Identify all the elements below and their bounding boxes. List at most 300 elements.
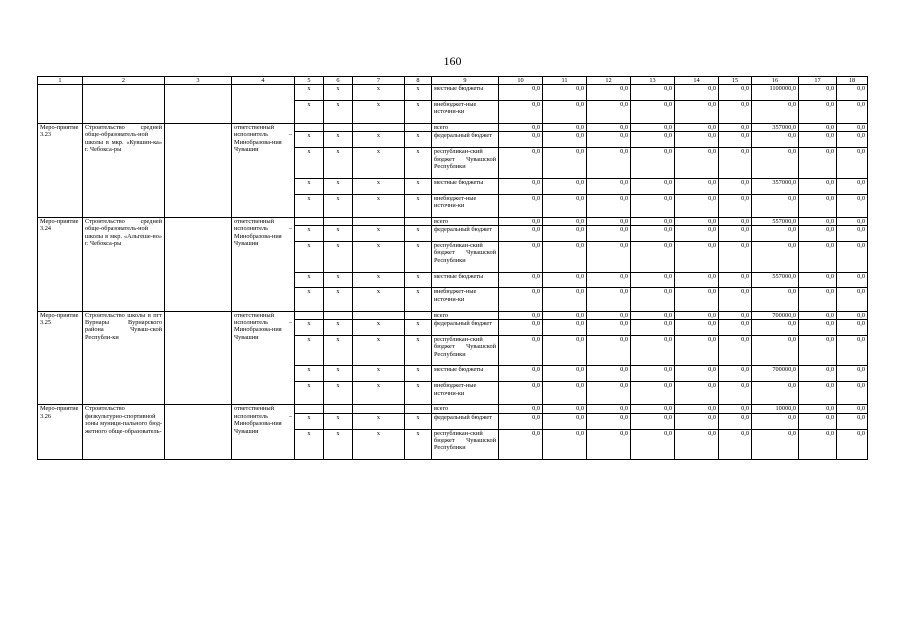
value-cell: 0,0 bbox=[631, 85, 675, 101]
value-cell: 0,0 bbox=[675, 429, 719, 460]
value-cell: 0,0 bbox=[587, 319, 631, 335]
value-cell: 0,0 bbox=[799, 319, 837, 335]
code-cell: x bbox=[353, 178, 405, 194]
code-cell: x bbox=[405, 319, 432, 335]
empty-cell bbox=[165, 405, 232, 460]
value-cell: 0,0 bbox=[543, 85, 587, 101]
column-number: 10 bbox=[499, 77, 543, 85]
page-number: 160 bbox=[443, 54, 462, 68]
column-number: 6 bbox=[324, 77, 353, 85]
value-cell: 0,0 bbox=[837, 335, 868, 366]
measure-name: Строительство школы в пгт Вурнары Вурнарского района Чуваш-ской Республи-ки bbox=[83, 311, 165, 405]
value-cell: 0,0 bbox=[719, 413, 752, 429]
code-cell bbox=[324, 217, 353, 225]
value-cell: 0,0 bbox=[837, 413, 868, 429]
value-cell: 0,0 bbox=[543, 319, 587, 335]
value-cell: 0,0 bbox=[543, 429, 587, 460]
value-cell: 0,0 bbox=[752, 335, 799, 366]
column-number: 1 bbox=[38, 77, 83, 85]
code-cell: x bbox=[324, 226, 353, 242]
value-cell: 0,0 bbox=[837, 226, 868, 242]
empty-cell bbox=[165, 123, 232, 217]
value-cell: 0,0 bbox=[752, 382, 799, 405]
funding-source: всего bbox=[432, 123, 499, 131]
table-row bbox=[38, 217, 868, 225]
value-cell: 0,0 bbox=[631, 241, 675, 272]
value-cell: 0,0 bbox=[799, 241, 837, 272]
value-cell: 0,0 bbox=[587, 178, 631, 194]
measure-name: Строительство физкультурно-спортивной зоны муници-пального бюд-жетного обще-образователь- bbox=[83, 405, 165, 460]
value-cell: 0,0 bbox=[837, 319, 868, 335]
code-cell: x bbox=[324, 241, 353, 272]
value-cell: 0,0 bbox=[543, 148, 587, 179]
code-cell: x bbox=[295, 382, 324, 405]
value-cell: 0,0 bbox=[499, 288, 543, 311]
value-cell: 0,0 bbox=[837, 217, 868, 225]
value-cell: 0,0 bbox=[837, 132, 868, 148]
code-cell: x bbox=[353, 132, 405, 148]
column-number: 18 bbox=[837, 77, 868, 85]
value-cell: 0,0 bbox=[631, 335, 675, 366]
code-cell: x bbox=[405, 288, 432, 311]
value-cell: 0,0 bbox=[631, 217, 675, 225]
value-cell: 0,0 bbox=[837, 288, 868, 311]
value-cell: 0,0 bbox=[752, 429, 799, 460]
value-cell: 700000,0 bbox=[752, 366, 799, 382]
value-cell: 0,0 bbox=[631, 405, 675, 413]
code-cell: x bbox=[324, 100, 353, 123]
value-cell: 0,0 bbox=[752, 148, 799, 179]
code-cell: x bbox=[324, 272, 353, 288]
code-cell: x bbox=[405, 335, 432, 366]
value-cell: 0,0 bbox=[587, 311, 631, 319]
value-cell: 0,0 bbox=[752, 194, 799, 217]
column-number: 15 bbox=[719, 77, 752, 85]
value-cell: 0,0 bbox=[799, 123, 837, 131]
code-cell: x bbox=[324, 178, 353, 194]
value-cell: 0,0 bbox=[799, 311, 837, 319]
value-cell: 0,0 bbox=[799, 429, 837, 460]
value-cell: 0,0 bbox=[719, 132, 752, 148]
value-cell: 0,0 bbox=[837, 382, 868, 405]
funding-source: всего bbox=[432, 217, 499, 225]
value-cell: 10000,0 bbox=[752, 405, 799, 413]
value-cell: 0,0 bbox=[499, 85, 543, 101]
code-cell: x bbox=[295, 319, 324, 335]
code-cell: x bbox=[405, 272, 432, 288]
value-cell: 0,0 bbox=[752, 413, 799, 429]
value-cell: 0,0 bbox=[675, 85, 719, 101]
column-number: 16 bbox=[752, 77, 799, 85]
value-cell: 0,0 bbox=[499, 366, 543, 382]
value-cell: 0,0 bbox=[631, 148, 675, 179]
code-cell: x bbox=[295, 241, 324, 272]
value-cell: 0,0 bbox=[587, 413, 631, 429]
header-row bbox=[38, 77, 868, 85]
table-row bbox=[38, 123, 868, 131]
value-cell: 0,0 bbox=[499, 241, 543, 272]
value-cell: 0,0 bbox=[799, 382, 837, 405]
value-cell: 0,0 bbox=[675, 241, 719, 272]
value-cell: 0,0 bbox=[719, 319, 752, 335]
value-cell: 0,0 bbox=[631, 413, 675, 429]
value-cell: 0,0 bbox=[837, 100, 868, 123]
value-cell: 0,0 bbox=[799, 132, 837, 148]
value-cell: 0,0 bbox=[719, 85, 752, 101]
value-cell: 0,0 bbox=[799, 85, 837, 101]
empty-cell bbox=[165, 217, 232, 311]
value-cell: 0,0 bbox=[631, 272, 675, 288]
value-cell: 0,0 bbox=[837, 123, 868, 131]
code-cell bbox=[324, 311, 353, 319]
value-cell: 0,0 bbox=[587, 335, 631, 366]
value-cell: 0,0 bbox=[752, 132, 799, 148]
value-cell: 0,0 bbox=[675, 100, 719, 123]
value-cell: 0,0 bbox=[499, 382, 543, 405]
value-cell: 0,0 bbox=[631, 429, 675, 460]
value-cell: 0,0 bbox=[719, 366, 752, 382]
measure-id: Меро-приятие 3.26 bbox=[38, 405, 83, 460]
code-cell: x bbox=[405, 241, 432, 272]
value-cell: 0,0 bbox=[837, 241, 868, 272]
column-number: 14 bbox=[675, 77, 719, 85]
value-cell: 0,0 bbox=[752, 241, 799, 272]
value-cell: 0,0 bbox=[837, 272, 868, 288]
measure-id: Меро-приятие 3.24 bbox=[38, 217, 83, 311]
funding-source: внебюджет-ные источни-ки bbox=[432, 288, 499, 311]
value-cell: 0,0 bbox=[543, 194, 587, 217]
value-cell: 0,0 bbox=[719, 100, 752, 123]
value-cell: 0,0 bbox=[675, 178, 719, 194]
code-cell: x bbox=[405, 413, 432, 429]
value-cell: 0,0 bbox=[543, 123, 587, 131]
value-cell: 0,0 bbox=[587, 217, 631, 225]
budget-table bbox=[37, 76, 868, 460]
column-number: 11 bbox=[543, 77, 587, 85]
table-row bbox=[38, 85, 868, 101]
value-cell: 0,0 bbox=[675, 366, 719, 382]
value-cell: 0,0 bbox=[799, 366, 837, 382]
measure-name: Строительство средней обще-образователь-ной школы в мкр. «Альгеше-во» г. Чебокса-ры bbox=[83, 217, 165, 311]
code-cell bbox=[324, 123, 353, 131]
value-cell: 0,0 bbox=[543, 241, 587, 272]
value-cell: 700000,0 bbox=[752, 311, 799, 319]
code-cell: x bbox=[353, 241, 405, 272]
value-cell: 0,0 bbox=[587, 429, 631, 460]
code-cell: x bbox=[324, 335, 353, 366]
value-cell: 0,0 bbox=[719, 429, 752, 460]
value-cell: 0,0 bbox=[799, 288, 837, 311]
value-cell: 0,0 bbox=[719, 288, 752, 311]
value-cell: 0,0 bbox=[719, 311, 752, 319]
value-cell: 0,0 bbox=[719, 382, 752, 405]
table-row bbox=[38, 405, 868, 413]
value-cell: 0,0 bbox=[675, 217, 719, 225]
value-cell: 0,0 bbox=[587, 148, 631, 179]
value-cell: 0,0 bbox=[499, 123, 543, 131]
column-number: 12 bbox=[587, 77, 631, 85]
value-cell: 0,0 bbox=[587, 226, 631, 242]
value-cell: 0,0 bbox=[675, 272, 719, 288]
value-cell: 0,0 bbox=[719, 123, 752, 131]
value-cell: 0,0 bbox=[837, 366, 868, 382]
code-cell: x bbox=[405, 366, 432, 382]
funding-source: всего bbox=[432, 405, 499, 413]
measure-executor: ответственный исполнитель – Минобразова-ния Чувашии bbox=[232, 405, 295, 460]
funding-source: республикан-ский бюджет Чувашской Республики bbox=[432, 335, 499, 366]
code-cell: x bbox=[405, 178, 432, 194]
code-cell: x bbox=[295, 100, 324, 123]
value-cell: 0,0 bbox=[587, 405, 631, 413]
code-cell bbox=[295, 217, 324, 225]
funding-source: республикан-ский бюджет Чувашской Республики bbox=[432, 148, 499, 179]
code-cell bbox=[405, 123, 432, 131]
code-cell: x bbox=[353, 366, 405, 382]
empty-cell bbox=[83, 85, 165, 124]
column-number: 7 bbox=[353, 77, 405, 85]
value-cell: 0,0 bbox=[799, 178, 837, 194]
code-cell: x bbox=[353, 319, 405, 335]
value-cell: 0,0 bbox=[543, 132, 587, 148]
value-cell: 0,0 bbox=[719, 194, 752, 217]
column-number: 13 bbox=[631, 77, 675, 85]
value-cell: 0,0 bbox=[499, 405, 543, 413]
code-cell: x bbox=[324, 148, 353, 179]
value-cell: 0,0 bbox=[587, 132, 631, 148]
value-cell: 0,0 bbox=[499, 178, 543, 194]
value-cell: 0,0 bbox=[543, 226, 587, 242]
value-cell: 0,0 bbox=[752, 100, 799, 123]
code-cell bbox=[353, 217, 405, 225]
value-cell: 0,0 bbox=[631, 226, 675, 242]
code-cell: x bbox=[295, 148, 324, 179]
value-cell: 0,0 bbox=[499, 335, 543, 366]
empty-cell bbox=[165, 311, 232, 405]
value-cell: 0,0 bbox=[837, 429, 868, 460]
value-cell: 0,0 bbox=[631, 366, 675, 382]
code-cell: x bbox=[295, 272, 324, 288]
value-cell: 0,0 bbox=[719, 178, 752, 194]
code-cell bbox=[353, 311, 405, 319]
value-cell: 0,0 bbox=[543, 405, 587, 413]
measure-executor: ответственный исполнитель – Минобразова-ния Чувашии bbox=[232, 217, 295, 311]
code-cell: x bbox=[353, 335, 405, 366]
measure-executor: ответственный исполнитель – Минобразова-ния Чувашии bbox=[232, 123, 295, 217]
value-cell: 0,0 bbox=[719, 226, 752, 242]
code-cell: x bbox=[324, 366, 353, 382]
value-cell: 0,0 bbox=[675, 148, 719, 179]
code-cell: x bbox=[324, 288, 353, 311]
value-cell: 0,0 bbox=[675, 382, 719, 405]
value-cell: 0,0 bbox=[543, 413, 587, 429]
value-cell: 0,0 bbox=[799, 100, 837, 123]
code-cell bbox=[353, 405, 405, 413]
value-cell: 0,0 bbox=[837, 148, 868, 179]
value-cell: 0,0 bbox=[499, 217, 543, 225]
value-cell: 0,0 bbox=[543, 272, 587, 288]
code-cell: x bbox=[295, 288, 324, 311]
code-cell: x bbox=[353, 272, 405, 288]
funding-source: местные бюджеты bbox=[432, 178, 499, 194]
value-cell: 557000,0 bbox=[752, 217, 799, 225]
code-cell: x bbox=[353, 100, 405, 123]
value-cell: 0,0 bbox=[587, 382, 631, 405]
value-cell: 0,0 bbox=[799, 335, 837, 366]
value-cell: 0,0 bbox=[675, 288, 719, 311]
column-number: 9 bbox=[432, 77, 499, 85]
value-cell: 0,0 bbox=[837, 85, 868, 101]
value-cell: 0,0 bbox=[799, 413, 837, 429]
value-cell: 0,0 bbox=[675, 413, 719, 429]
value-cell: 0,0 bbox=[499, 132, 543, 148]
value-cell: 0,0 bbox=[631, 100, 675, 123]
column-number: 5 bbox=[295, 77, 324, 85]
funding-source: местные бюджеты bbox=[432, 85, 499, 101]
code-cell: x bbox=[353, 429, 405, 460]
value-cell: 0,0 bbox=[499, 319, 543, 335]
column-number: 17 bbox=[799, 77, 837, 85]
measure-executor: ответственный исполнитель – Минобразова-ния Чувашии bbox=[232, 311, 295, 405]
funding-source: федеральный бюджет bbox=[432, 319, 499, 335]
code-cell bbox=[353, 123, 405, 131]
value-cell: 0,0 bbox=[543, 382, 587, 405]
value-cell: 0,0 bbox=[499, 226, 543, 242]
value-cell: 0,0 bbox=[499, 148, 543, 179]
value-cell: 0,0 bbox=[499, 194, 543, 217]
value-cell: 0,0 bbox=[675, 123, 719, 131]
value-cell: 0,0 bbox=[719, 405, 752, 413]
value-cell: 0,0 bbox=[719, 217, 752, 225]
table-body bbox=[38, 77, 868, 460]
value-cell: 0,0 bbox=[799, 226, 837, 242]
value-cell: 0,0 bbox=[799, 148, 837, 179]
funding-source: федеральный бюджет bbox=[432, 226, 499, 242]
code-cell: x bbox=[295, 85, 324, 101]
value-cell: 0,0 bbox=[587, 123, 631, 131]
value-cell: 0,0 bbox=[837, 405, 868, 413]
column-number: 4 bbox=[232, 77, 295, 85]
value-cell: 0,0 bbox=[543, 311, 587, 319]
empty-cell bbox=[165, 85, 232, 124]
value-cell: 1100000,0 bbox=[752, 85, 799, 101]
value-cell: 0,0 bbox=[587, 194, 631, 217]
funding-source: федеральный бюджет bbox=[432, 132, 499, 148]
code-cell: x bbox=[405, 148, 432, 179]
value-cell: 0,0 bbox=[631, 311, 675, 319]
code-cell: x bbox=[324, 413, 353, 429]
empty-cell bbox=[232, 85, 295, 124]
value-cell: 557000,0 bbox=[752, 272, 799, 288]
column-number: 2 bbox=[83, 77, 165, 85]
value-cell: 0,0 bbox=[719, 148, 752, 179]
value-cell: 0,0 bbox=[631, 178, 675, 194]
column-number: 3 bbox=[165, 77, 232, 85]
measure-id: Меро-приятие 3.25 bbox=[38, 311, 83, 405]
value-cell: 0,0 bbox=[799, 272, 837, 288]
funding-source: местные бюджеты bbox=[432, 366, 499, 382]
code-cell bbox=[405, 311, 432, 319]
value-cell: 0,0 bbox=[719, 272, 752, 288]
code-cell: x bbox=[295, 194, 324, 217]
value-cell: 0,0 bbox=[587, 288, 631, 311]
value-cell: 0,0 bbox=[499, 100, 543, 123]
code-cell: x bbox=[295, 335, 324, 366]
value-cell: 0,0 bbox=[719, 241, 752, 272]
value-cell: 0,0 bbox=[587, 366, 631, 382]
code-cell bbox=[295, 123, 324, 131]
value-cell: 0,0 bbox=[499, 272, 543, 288]
value-cell: 0,0 bbox=[543, 178, 587, 194]
value-cell: 0,0 bbox=[543, 335, 587, 366]
code-cell: x bbox=[324, 429, 353, 460]
value-cell: 0,0 bbox=[587, 272, 631, 288]
code-cell: x bbox=[295, 429, 324, 460]
funding-source: всего bbox=[432, 311, 499, 319]
value-cell: 0,0 bbox=[631, 194, 675, 217]
value-cell: 0,0 bbox=[543, 217, 587, 225]
value-cell: 0,0 bbox=[631, 319, 675, 335]
value-cell: 0,0 bbox=[587, 241, 631, 272]
value-cell: 0,0 bbox=[719, 335, 752, 366]
code-cell: x bbox=[405, 429, 432, 460]
value-cell: 0,0 bbox=[752, 319, 799, 335]
funding-source: местные бюджеты bbox=[432, 272, 499, 288]
value-cell: 0,0 bbox=[675, 132, 719, 148]
value-cell: 0,0 bbox=[631, 288, 675, 311]
value-cell: 0,0 bbox=[499, 311, 543, 319]
funding-source: республикан-ский бюджет Чувашской Республики bbox=[432, 241, 499, 272]
code-cell: x bbox=[324, 194, 353, 217]
value-cell: 0,0 bbox=[752, 226, 799, 242]
value-cell: 0,0 bbox=[631, 382, 675, 405]
code-cell: x bbox=[405, 132, 432, 148]
value-cell: 0,0 bbox=[799, 405, 837, 413]
value-cell: 0,0 bbox=[675, 335, 719, 366]
value-cell: 0,0 bbox=[499, 429, 543, 460]
value-cell: 0,0 bbox=[799, 194, 837, 217]
table-row bbox=[38, 311, 868, 319]
code-cell: x bbox=[353, 382, 405, 405]
value-cell: 357000,0 bbox=[752, 123, 799, 131]
value-cell: 0,0 bbox=[675, 405, 719, 413]
value-cell: 0,0 bbox=[837, 311, 868, 319]
value-cell: 0,0 bbox=[543, 288, 587, 311]
funding-source: внебюджет-ные источни-ки bbox=[432, 382, 499, 405]
value-cell: 0,0 bbox=[543, 366, 587, 382]
value-cell: 0,0 bbox=[543, 100, 587, 123]
value-cell: 0,0 bbox=[675, 226, 719, 242]
column-number: 8 bbox=[405, 77, 432, 85]
funding-source: федеральный бюджет bbox=[432, 413, 499, 429]
code-cell: x bbox=[324, 382, 353, 405]
code-cell: x bbox=[405, 194, 432, 217]
measure-name: Строительство средней обще-образователь-ной школы в мкр. «Кувшин-ка» г. Чебокса-ры bbox=[83, 123, 165, 217]
value-cell: 357000,0 bbox=[752, 178, 799, 194]
value-cell: 0,0 bbox=[675, 194, 719, 217]
code-cell: x bbox=[324, 132, 353, 148]
value-cell: 0,0 bbox=[631, 123, 675, 131]
code-cell: x bbox=[353, 226, 405, 242]
value-cell: 0,0 bbox=[587, 100, 631, 123]
code-cell: x bbox=[295, 226, 324, 242]
value-cell: 0,0 bbox=[837, 178, 868, 194]
value-cell: 0,0 bbox=[631, 132, 675, 148]
code-cell: x bbox=[405, 85, 432, 101]
code-cell: x bbox=[353, 288, 405, 311]
code-cell: x bbox=[353, 85, 405, 101]
code-cell: x bbox=[324, 85, 353, 101]
code-cell: x bbox=[405, 226, 432, 242]
